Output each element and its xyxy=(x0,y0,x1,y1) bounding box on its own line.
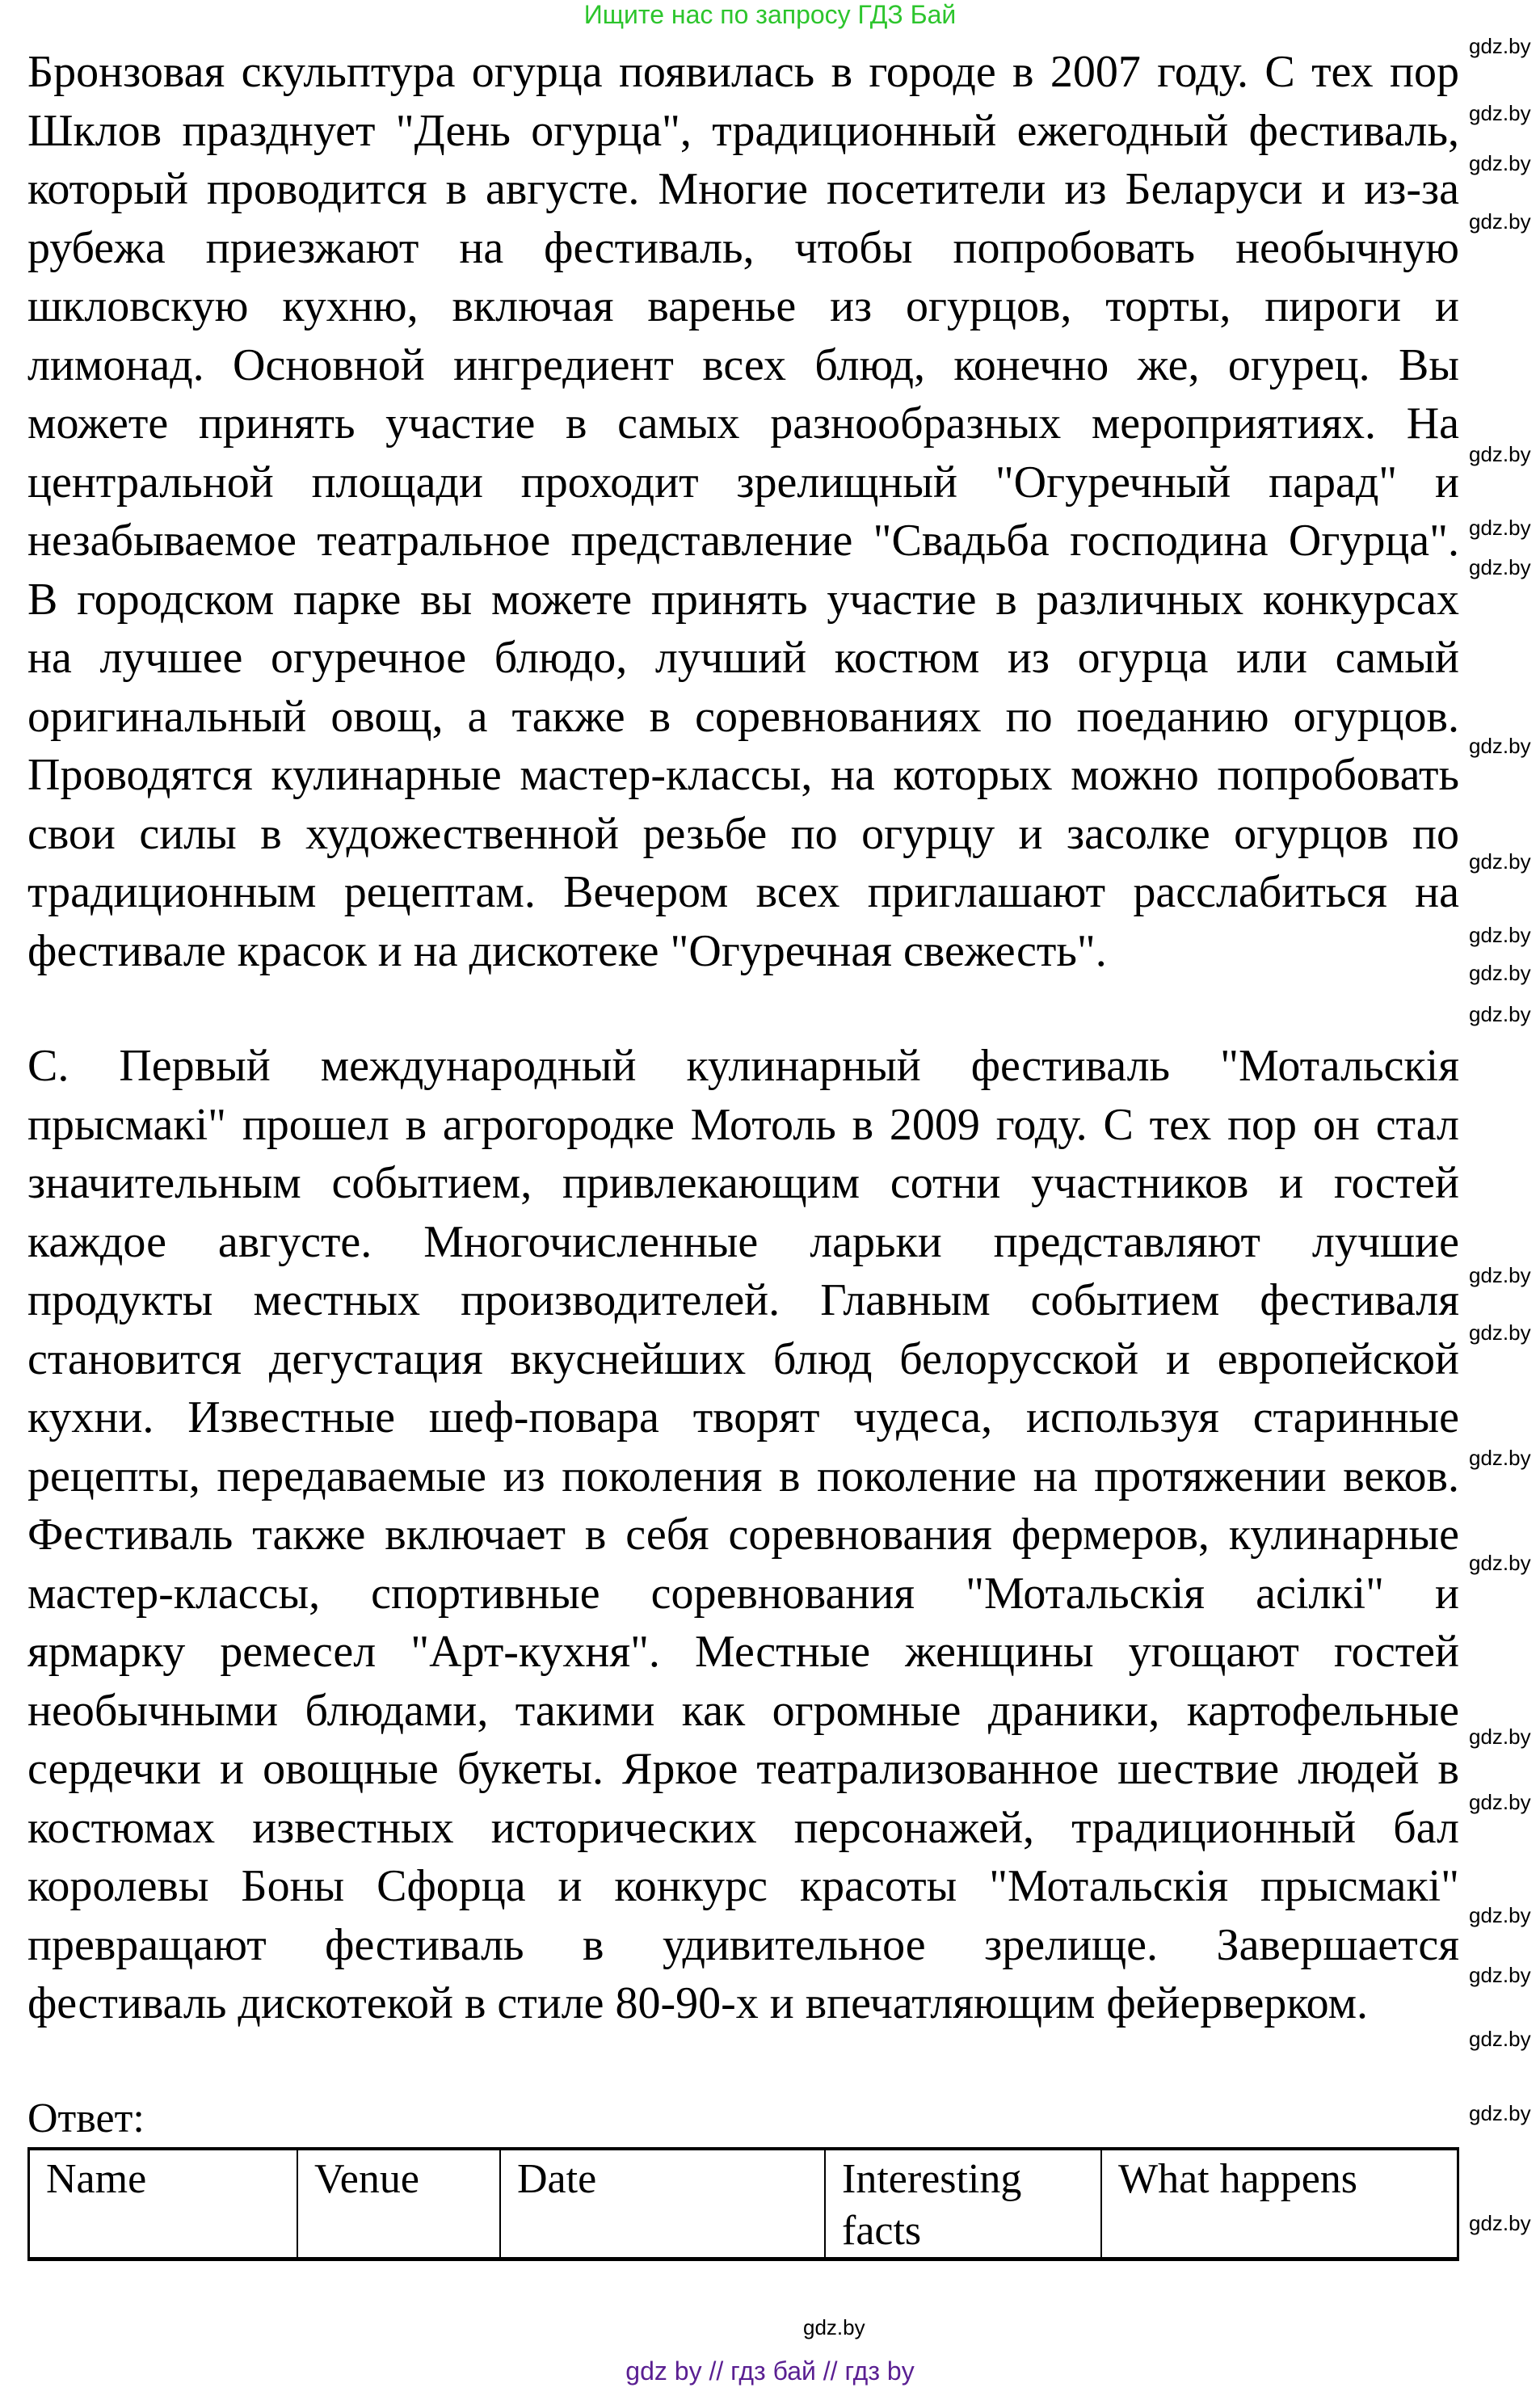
footer-links[interactable]: gdz by // гдз бай // гдз by xyxy=(625,2356,915,2386)
text-line: традиционным рецептам. Вечером всех приглашают расслабиться на xyxy=(27,867,1459,917)
text-line: рубежа приезжают на фестиваль, чтобы попробовать необычную xyxy=(27,222,1459,273)
text-line: необычными блюдами, такими как огромные драники, картофельные xyxy=(27,1685,1459,1736)
header-date: Date xyxy=(500,2149,825,2259)
paragraph-c xyxy=(27,1037,1459,2033)
text-line: Проводятся кулинарные мастер-классы, на которых можно попробовать xyxy=(27,750,1459,800)
paragraph-b xyxy=(27,43,1459,980)
text-line: ярмарку ремесел "Арт-кухня". Местные женщины угощают гостей xyxy=(27,1627,1459,1677)
search-banner: Ищите нас по запросу ГДЗ Бай xyxy=(583,0,957,29)
watermark: gdz.by xyxy=(1469,923,1531,947)
text-line: сердечки и овощные букеты. Яркое театрализованное шествие людей в xyxy=(27,1744,1459,1794)
text-line: В городском парке вы можете принять участие в различных конкурсах xyxy=(27,574,1459,625)
text-line: на лучшее огуречное блюдо, лучший костюм из огурца или самый xyxy=(27,633,1459,683)
text-line: лимонад. Основной ингредиент всех блюд, конечно же, огурец. Вы xyxy=(27,339,1459,390)
text-line: значительным событием, привлекающим сотни участников и гостей xyxy=(27,1158,1459,1208)
text-line: кухни. Известные шеф-повара творят чудеса, используя старинные xyxy=(27,1392,1459,1442)
watermark: gdz.by xyxy=(1469,1725,1531,1749)
watermark: gdz.by xyxy=(1469,1263,1531,1287)
watermark: gdz.by xyxy=(1469,2027,1531,2051)
text-line: Фестиваль также включает в себя соревнования фермеров, кулинарные xyxy=(27,1510,1459,1560)
header-venue: Venue xyxy=(297,2149,500,2259)
watermark: gdz.by xyxy=(1469,849,1531,874)
text-line: Шклов празднует "День огурца", традиционный ежегодный фестиваль, xyxy=(27,105,1459,156)
watermark: gdz.by xyxy=(1469,1551,1531,1575)
watermark: gdz.by xyxy=(1469,734,1531,758)
watermark: gdz.by xyxy=(1469,2101,1531,2125)
text-line: рецепты, передаваемые из поколения в поколение на протяжении веков. xyxy=(27,1451,1459,1501)
text-line: мастер-классы, спортивные соревнования "Мотальскія асілкі" и xyxy=(27,1568,1459,1619)
text-line: который проводится в августе. Многие посетители из Беларуси и из-за xyxy=(27,164,1459,214)
text-line: фестиваль дискотекой в стиле 80-90-х и впечатляющим фейерверком. xyxy=(27,1978,1369,2028)
watermark: gdz.by xyxy=(1469,34,1531,58)
watermark: gdz.by xyxy=(1469,2211,1531,2235)
text-line: можете принять участие в самых разнообразных мероприятиях. На xyxy=(27,398,1459,448)
text-line: прысмакі" прошел в агрогородке Мотоль в 2009 году. С тех пор он стал xyxy=(27,1099,1459,1150)
watermark: gdz.by xyxy=(1469,209,1531,234)
text-line: становится дегустация вкуснейших блюд белорусской и европейской xyxy=(27,1333,1459,1384)
text-line: свои силы в художественной резьбе по огурцу и засолке огурцов по xyxy=(27,808,1459,859)
text-line: Бронзовая скульптура огурца появилась в городе в 2007 году. С тех пор xyxy=(27,47,1459,97)
watermark: gdz.by xyxy=(803,2315,865,2339)
watermark: gdz.by xyxy=(1469,1963,1531,1987)
text-line: продукты местных производителей. Главным событием фестиваля xyxy=(27,1275,1459,1325)
text-line: каждое августе. Многочисленные ларьки представляют лучшие xyxy=(27,1216,1459,1267)
text-line: королевы Боны Сфорца и конкурс красоты "Мотальскія прысмакі" xyxy=(27,1861,1459,1911)
answer-label: Ответ: xyxy=(27,2095,145,2141)
text-line: незабываемое театральное представление "Свадьба господина Огурца". xyxy=(27,516,1459,566)
watermark: gdz.by xyxy=(1469,961,1531,985)
text-line: С. Первый международный кулинарный фестиваль "Мотальскія xyxy=(27,1041,1459,1091)
text-line: превращают фестиваль в удивительное зрелище. Завершается xyxy=(27,1919,1459,1970)
watermark: gdz.by xyxy=(1469,442,1531,466)
text-line: фестивале красок и на дискотеке "Огуречная свежесть". xyxy=(27,925,1107,976)
text-line: центральной площади проходит зрелищный "Огуречный парад" и xyxy=(27,457,1459,507)
watermark: gdz.by xyxy=(1469,101,1531,125)
watermark: gdz.by xyxy=(1469,1446,1531,1470)
watermark: gdz.by xyxy=(1469,1002,1531,1026)
text-line: костюмах известных исторических персонажей, традиционный бал xyxy=(27,1802,1459,1853)
watermark: gdz.by xyxy=(1469,1903,1531,1927)
header-name: Name xyxy=(29,2149,298,2259)
watermark: gdz.by xyxy=(1469,516,1531,540)
watermark: gdz.by xyxy=(1469,1320,1531,1345)
header-what-happens: What happens xyxy=(1101,2149,1458,2259)
table-row xyxy=(29,2149,1458,2259)
watermark: gdz.by xyxy=(1469,1790,1531,1814)
text-line: шкловскую кухню, включая варенье из огурцов, торты, пироги и xyxy=(27,281,1459,331)
watermark: gdz.by xyxy=(1469,151,1531,175)
watermark: gdz.by xyxy=(1469,555,1531,579)
answer-table xyxy=(27,2147,1459,2261)
header-interesting-facts: Interesting facts xyxy=(825,2149,1101,2259)
text-line: оригинальный овощ, а также в соревнованиях по поеданию огурцов. xyxy=(27,691,1459,742)
